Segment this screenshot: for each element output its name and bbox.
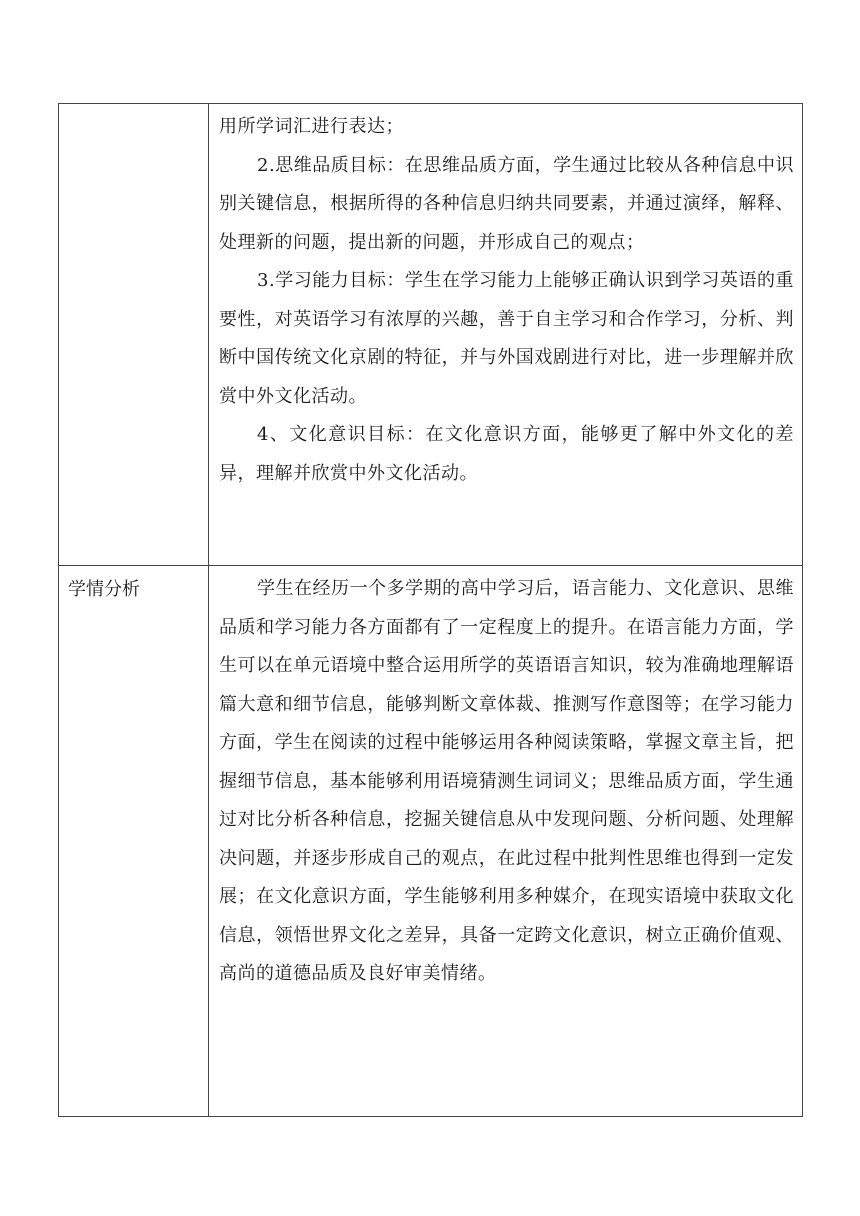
row-label-student-analysis: 学情分析	[59, 566, 209, 1117]
lesson-plan-table	[58, 103, 803, 1117]
paragraph-thinking-quality: 2.思维品质目标：在思维品质方面，学生通过比较从各种信息中识别关键信息，根据所得的各种信息归纳共同要素，并通过演绎，解释、处理新的问题，提出新的问题，并形成自己的观点；	[219, 154, 794, 253]
paragraph-cultural-awareness: 4、文化意识目标：在文化意识方面，能够更了解中外文化的差异，理解并欣赏中外文化活动。	[219, 424, 794, 484]
table-row-student-analysis	[59, 566, 803, 1117]
row-label-empty	[59, 104, 209, 566]
table-row-objectives	[59, 104, 803, 566]
paragraph-learning-ability: 3.学习能力目标：学生在学习能力上能够正确认识到学习英语的重要性，对英语学习有浓厚的兴趣，善于自主学习和合作学习，分析、判断中国传统文化京剧的特征，并与外国戏剧进行对比，进一步理解并欣赏中外文化活动。	[219, 270, 794, 407]
objectives-content-cell	[209, 104, 803, 566]
paragraph-continuation: 用所学词汇进行表达；	[219, 116, 404, 137]
paragraph-student-analysis: 学生在经历一个多学期的高中学习后，语言能力、文化意识、思维品质和学习能力各方面都有了一定程度上的提升。在语言能力方面，学生可以在单元语境中整合运用所学的英语语言知识，较为准确地理解语篇大意和细节信息，能够判断文章体裁、推测写作意图等；在学习能力方面，学生在阅读的过程中能够运用各种阅读策略，掌握文章主旨，把握细节信息，基本能够利用语境猜测生词词义；思维品质方面，学生通过对比分析各种信息，挖掘关键信息从中发现问题、分析问题、处理解决问题，并逐步形成自己的观点，在此过程中批判性思维也得到一定发展；在文化意识方面，学生能够利用多种媒介，在现实语境中获取文化信息，领悟世界文化之差异，具备一定跨文化意识，树立正确价值观、高尚的道德品质及良好审美情绪。	[219, 578, 794, 984]
student-analysis-content-cell	[209, 566, 803, 1117]
